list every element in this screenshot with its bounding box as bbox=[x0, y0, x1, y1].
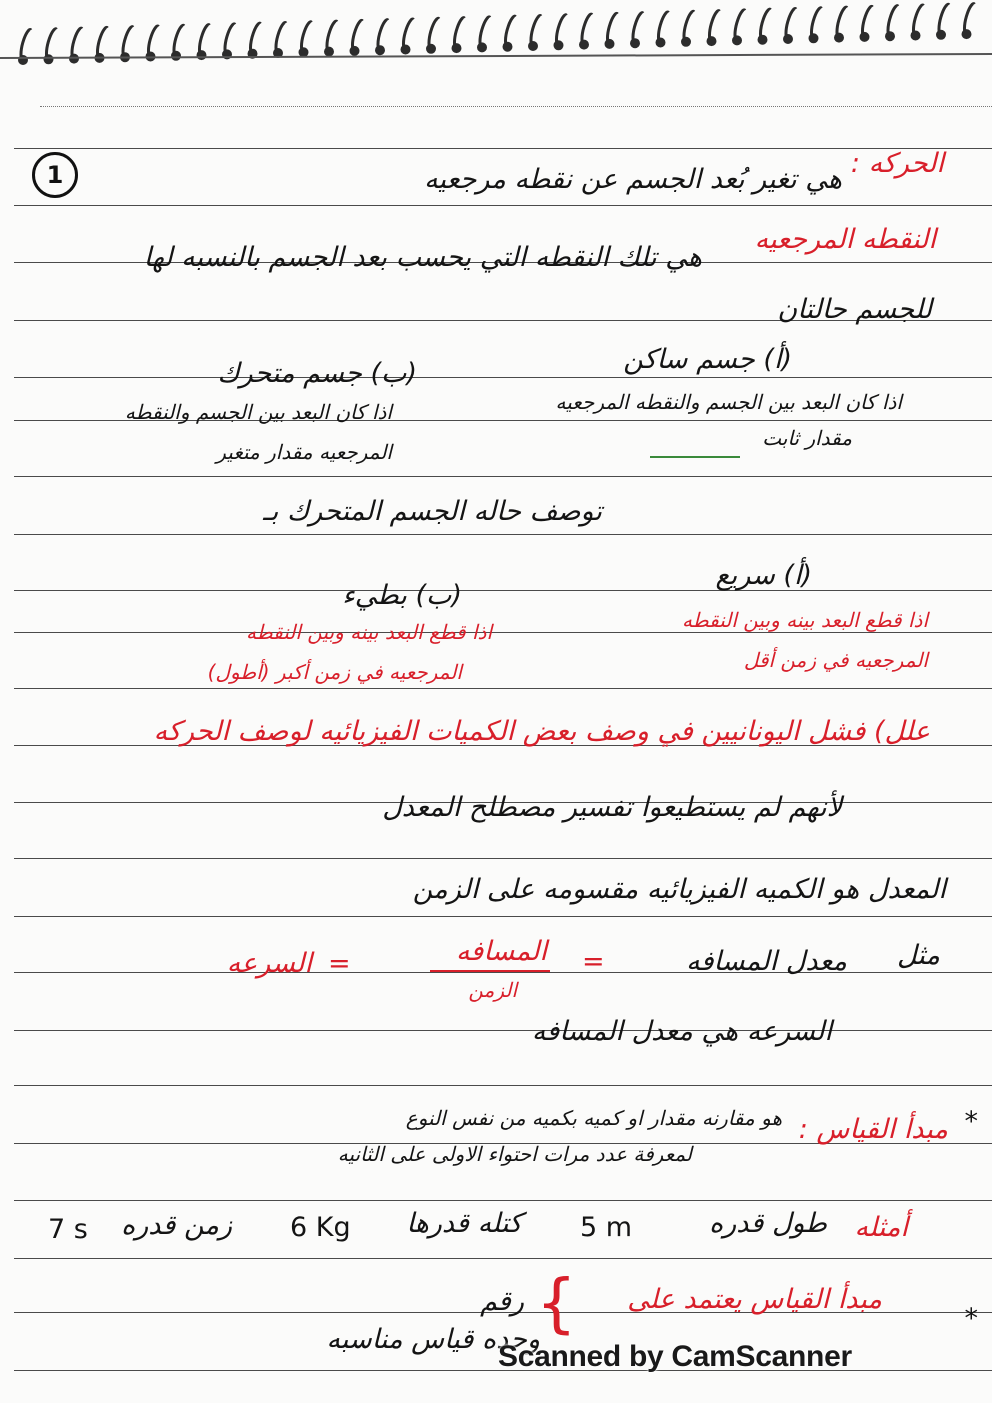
slow-heading: (ب) بطيء bbox=[342, 580, 462, 611]
ruled-line bbox=[14, 1200, 992, 1201]
fraction-denominator: الزمن bbox=[468, 978, 517, 1002]
ruled-line bbox=[14, 1258, 992, 1259]
still-body-definition-cont: مقدار ثابت bbox=[762, 426, 852, 450]
camscanner-watermark: Scanned by CamScanner bbox=[498, 1340, 852, 1373]
reference-point-definition: هي تلك النقطه التي يحسب بعد الجسم بالنسبه لها bbox=[143, 242, 702, 273]
equals-sign: = bbox=[328, 948, 351, 979]
ruled-line bbox=[40, 106, 992, 107]
ruled-line bbox=[14, 1030, 992, 1031]
rate-definition: المعدل هو الكميه الفيزيائيه مقسومه على الزمن bbox=[412, 874, 946, 905]
example-result: السرعه bbox=[226, 948, 312, 979]
still-body-heading: (أ) جسم ساكن bbox=[623, 344, 792, 375]
measure-definition-cont: لمعرفة عدد مرات احتواء الاولى على الثانيه bbox=[337, 1142, 692, 1166]
ruled-line bbox=[14, 377, 992, 378]
ruled-line bbox=[14, 858, 992, 859]
slow-definition: اذا قطع البعد بينه وبين النقطه bbox=[245, 620, 492, 644]
fraction-bar bbox=[430, 970, 550, 972]
question-text: علل) فشل اليونانيين في وصف بعض الكميات الفيزيائيه لوصف الحركه bbox=[153, 716, 930, 747]
example-time: زمن قدره bbox=[121, 1210, 232, 1241]
fast-heading: (أ) سريع bbox=[715, 560, 812, 591]
asterisk-bullet: * bbox=[964, 1303, 978, 1334]
ruled-line bbox=[14, 534, 992, 535]
answer-text: لأنهم لم يستطيعوا تفسير مصطلح المعدل bbox=[382, 792, 842, 823]
fast-definition: اذا قطع البعد بينه وبين النقطه bbox=[681, 608, 928, 632]
example-rate: معدل المسافه bbox=[686, 946, 847, 977]
still-body-definition: اذا كان البعد بين الجسم والنقطه المرجعيه bbox=[555, 390, 902, 414]
ruled-line bbox=[14, 148, 992, 149]
green-underline bbox=[650, 456, 740, 458]
slow-definition-cont: المرجعيه في زمن أكبر (أطول) bbox=[207, 660, 462, 684]
describe-moving-heading: توصف حاله الجسم المتحرك بـ bbox=[263, 496, 602, 527]
example-mass-value: 6 Kg bbox=[290, 1212, 351, 1243]
motion-term: الحركه : bbox=[850, 148, 944, 179]
measure-term: مبدأ القياس : bbox=[798, 1114, 948, 1145]
ruled-line bbox=[14, 205, 992, 206]
moving-body-definition: اذا كان البعد بين الجسم والنقطه bbox=[124, 400, 392, 424]
example-mass: كتله قدرها bbox=[406, 1208, 522, 1239]
equals-sign: = bbox=[582, 946, 605, 977]
ruled-line bbox=[14, 1085, 992, 1086]
speed-definition: السرعه هي معدل المسافه bbox=[531, 1016, 832, 1047]
reference-point-term: النقطه المرجعيه bbox=[754, 224, 936, 255]
example-length: طول قدره bbox=[709, 1208, 827, 1239]
body-states-heading: للجسم حالتان bbox=[777, 294, 932, 325]
moving-body-definition-cont: المرجعيه مقدار متغير bbox=[216, 440, 392, 464]
measure-definition: هو مقارنه مقدار او كميه بكميه من نفس النوع bbox=[405, 1106, 782, 1130]
example-length-value: 5 m bbox=[580, 1212, 633, 1243]
fast-definition-cont: المرجعيه في زمن أقل bbox=[743, 648, 928, 672]
ruled-line bbox=[14, 476, 992, 477]
asterisk-bullet: * bbox=[964, 1106, 978, 1137]
principle-item-unit: وحده قياس مناسبه bbox=[326, 1324, 540, 1355]
moving-body-heading: (ب) جسم متحرك bbox=[217, 358, 417, 389]
fraction-numerator: المسافه bbox=[455, 936, 547, 967]
principle-item-number: رقم bbox=[480, 1286, 524, 1317]
motion-definition: هي تغير بُعد الجسم عن نقطه مرجعيه bbox=[424, 164, 842, 195]
brace-icon: { bbox=[536, 1267, 577, 1341]
example-label: مثل bbox=[896, 940, 940, 971]
principle-term: مبدأ القياس يعتمد على bbox=[627, 1284, 882, 1315]
example-time-value: 7 s bbox=[48, 1214, 88, 1245]
ruled-line bbox=[14, 632, 992, 633]
spiral-binding-icon bbox=[0, 0, 992, 80]
ruled-line bbox=[14, 916, 992, 917]
examples-label: أمثله bbox=[854, 1212, 908, 1243]
ruled-line bbox=[14, 590, 992, 591]
ruled-line bbox=[14, 688, 992, 689]
page-number: 1 bbox=[32, 152, 78, 198]
